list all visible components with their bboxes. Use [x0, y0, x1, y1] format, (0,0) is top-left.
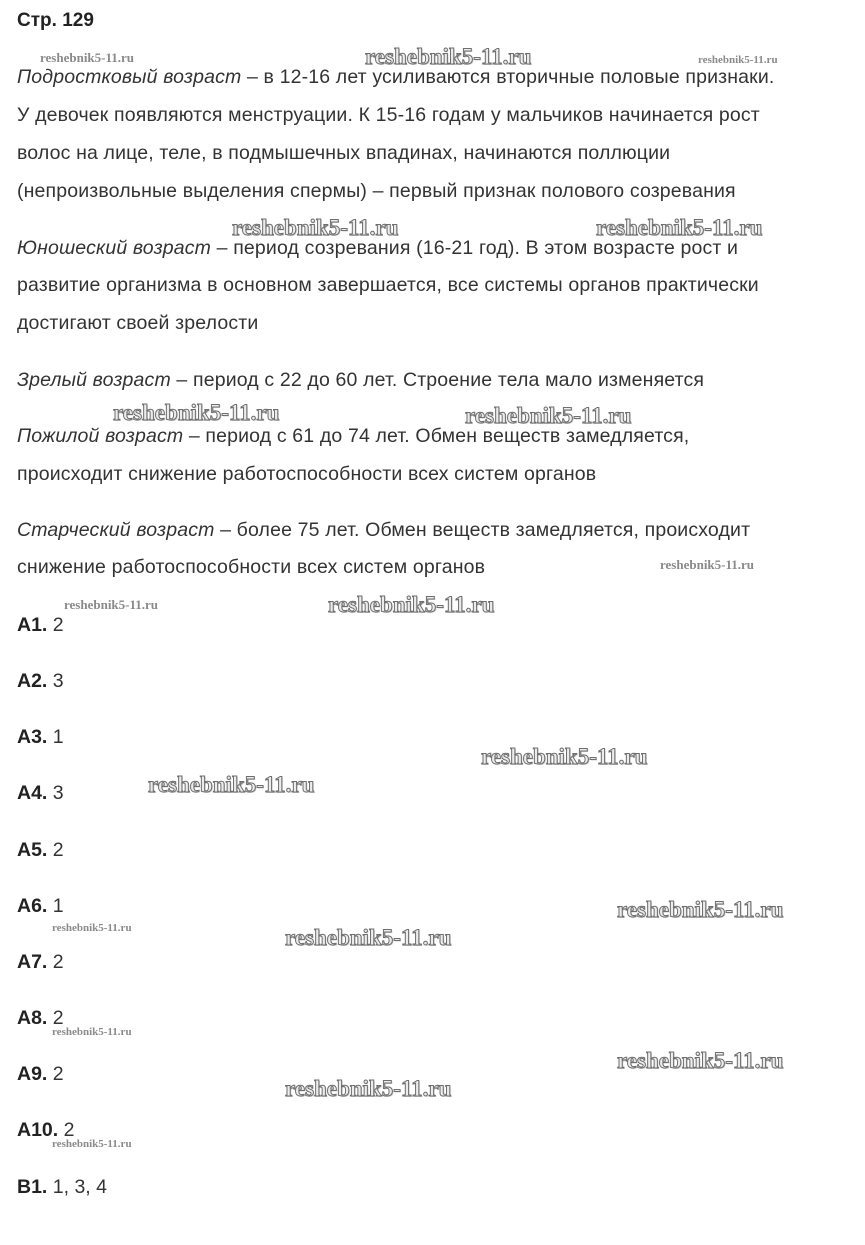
p4-line-2: происходит снижение работоспособности всех систем органов: [17, 463, 597, 485]
answer-a9: [17, 1063, 64, 1086]
p4-term: Пожилой возраст: [17, 425, 184, 447]
watermark: reshebnik5-11.ru: [698, 54, 778, 66]
watermark: reshebnik5-11.ru: [52, 1026, 132, 1038]
p4-line-1-text: – период с 61 до 74 лет. Обмен веществ замедляется,: [183, 425, 690, 447]
p3-line-1: [17, 369, 704, 392]
answer-a2: [17, 670, 64, 693]
answer-label: А2.: [17, 670, 48, 692]
watermark: reshebnik5-11.ru: [617, 1048, 784, 1073]
answer-value: 2: [47, 1063, 64, 1085]
watermark: reshebnik5-11.ru: [660, 557, 755, 572]
p5-line-2: снижение работоспособности всех систем органов: [17, 556, 486, 578]
answer-label: А1.: [17, 614, 48, 636]
p2-line-3: достигают своей зрелости: [17, 312, 259, 334]
p2-line-1-text: – период созревания (16-21 год). В этом возрасте рост и: [211, 237, 739, 259]
answer-value: 2: [47, 951, 64, 973]
answer-label: А8.: [17, 1007, 48, 1029]
p2-line-2: развитие организма в основном завершается, все системы органов практически: [17, 274, 759, 296]
p1-term: Подростковый возраст: [17, 66, 242, 88]
answer-a7: [17, 951, 64, 974]
p3-line-1-text: – период с 22 до 60 лет. Строение тела мало изменяется: [170, 369, 705, 391]
answer-label: В1.: [17, 1176, 48, 1198]
watermark: reshebnik5-11.ru: [596, 215, 763, 240]
watermark: reshebnik5-11.ru: [232, 215, 399, 240]
answer-label: А4.: [17, 782, 48, 804]
answer-value: 3: [47, 782, 64, 804]
answer-a1: [17, 614, 64, 637]
answer-label: А6.: [17, 895, 48, 917]
answer-value: 2: [58, 1119, 75, 1141]
watermark: reshebnik5-11.ru: [148, 772, 315, 797]
answer-a5: [17, 839, 64, 862]
answer-label: А9.: [17, 1063, 48, 1085]
watermark: reshebnik5-11.ru: [113, 400, 280, 425]
answer-value: 2: [47, 614, 64, 636]
answer-label: А5.: [17, 839, 48, 861]
watermark: reshebnik5-11.ru: [365, 44, 532, 69]
answer-a4: [17, 782, 64, 805]
p5-term: Старческий возраст: [17, 519, 215, 541]
watermark: reshebnik5-11.ru: [64, 597, 159, 612]
p2-term: Юношеский возраст: [17, 237, 212, 259]
p1-line-4: (непроизвольные выделения спермы) – первый признак полового созревания: [17, 180, 736, 202]
answer-value: 1, 3, 4: [47, 1176, 107, 1198]
answer-label: А10.: [17, 1119, 59, 1141]
answer-value: 2: [47, 1007, 64, 1029]
p1-line-1-text: – в 12-16 лет усиливаются вторичные половые признаки.: [241, 66, 775, 88]
watermark: reshebnik5-11.ru: [285, 1076, 452, 1101]
p3-term: Зрелый возраст: [17, 369, 171, 391]
answer-value: 1: [47, 895, 64, 917]
answer-label: А7.: [17, 951, 48, 973]
watermark: reshebnik5-11.ru: [52, 922, 132, 934]
watermark: reshebnik5-11.ru: [52, 1138, 132, 1150]
watermark: reshebnik5-11.ru: [285, 925, 452, 950]
p1-line-3: волос на лице, теле, в подмышечных впадинах, начинаются поллюции: [17, 142, 671, 164]
answer-value: 1: [47, 726, 64, 748]
watermark: reshebnik5-11.ru: [617, 897, 784, 922]
answer-b1: [17, 1176, 107, 1199]
answer-a3: [17, 726, 64, 749]
p5-line-1-text: – более 75 лет. Обмен веществ замедляется, происходит: [214, 519, 751, 541]
answer-a6: [17, 895, 64, 918]
p5-line-1: [17, 519, 750, 542]
p1-line-2: У девочек появляются менструации. К 15-16 годам у мальчиков начинается рост: [17, 104, 760, 126]
page-number: Стр. 129: [17, 10, 94, 31]
watermark: reshebnik5-11.ru: [328, 592, 495, 617]
answer-label: А3.: [17, 726, 48, 748]
watermark: reshebnik5-11.ru: [481, 744, 648, 769]
watermark: reshebnik5-11.ru: [40, 50, 135, 65]
watermark: reshebnik5-11.ru: [465, 403, 632, 428]
answer-value: 2: [47, 839, 64, 861]
answer-value: 3: [47, 670, 64, 692]
